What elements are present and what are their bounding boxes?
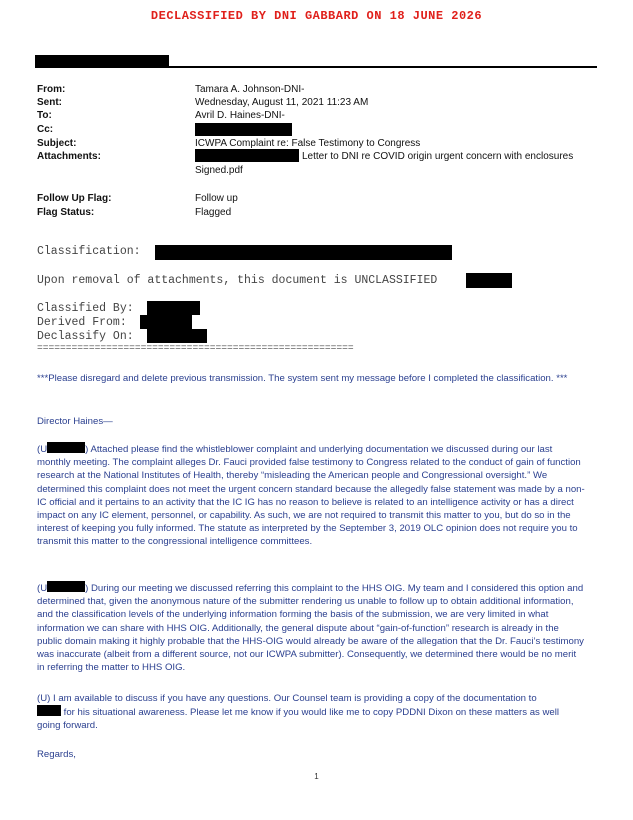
from-label: From: [37,84,66,95]
page-number: 1 [314,772,319,781]
paragraph-2 [37,581,585,674]
sent-value: Wednesday, August 11, 2021 11:23 AM [195,97,369,108]
redaction-removal [466,273,512,288]
declassify-on-label: Declassify On: [37,330,134,343]
redaction-classification [155,245,452,260]
disregard-note [37,372,585,385]
derived-from-label: Derived From: [37,316,127,329]
p3-text-b: for his situational awareness. Please let me know if you would like me to copy PDDNI Dixon on these matters as well going forward. [37,707,560,732]
closing: Regards, [37,749,76,760]
subject-label: Subject: [37,138,77,149]
header-rule [35,66,597,68]
followup-flag-value: Follow up [195,193,238,204]
p1-text: ) Attached please find the whistleblower complaint and underlying documentation we discussed during our last monthly meeting. The complaint alleges Dr. Fauci provided false testimony to Congress related to the conduct of gain of function research at the National Institutes of Health, thereby “misleading the American people and Congressional oversight.” We determined this complaint does not meet the urgent concern standard because the allegedly false statement was made by a non-IC official and it pertains to an activity that the IC IG has no reason to believe is related to an intelligence activity or has a direct impact on any IC element, personnel, or capability. As such, we are not required to transmit this matter to you, but do so in the interest of keeping you fully informed. The statute as interpreted by the September 3, 2019 OLC opinion does not require you to transmit this matter to the congressional intelligence committees. [37,444,585,548]
flag-status-label: Flag Status: [37,207,95,218]
redaction-attachment [195,149,299,162]
followup-flag-label: Follow Up Flag: [37,193,112,204]
flag-status-value: Flagged [195,207,232,218]
paragraph-1 [37,442,585,549]
removal-note: Upon removal of attachments, this document is UNCLASSIFIED [37,274,438,287]
p3-text-a: (U) I am available to discuss if you have any questions. Our Counsel team is providing a copy of the documentation to [37,693,537,704]
classification-label: Classification: [37,245,141,258]
p2-text: ) During our meeting we discussed referring this complaint to the HHS OIG. My team and I considered this option and determined that, given the anonymous nature of the submitter rendering us unable to follow up to obtain additional information, and the classification levels of the underlying information forming the basis of the submission, we are very limited in what information we can share with HHS OIG. Additionally, the general dispute about “gain-of-function” research is already in the public domain making it highly probable that the HHS-OIG would already be aware of the allegation that the Dr. Fauci’s testimony was inaccurate (albeit from a different source, not our ICWPA submitter). Consequently, we determined there would be no merit in referring the matter to HHS OIG. [37,583,584,674]
cc-label: Cc: [37,124,54,135]
attachment-name-line1[interactable]: Letter to DNI re COVID origin urgent concern with enclosures [302,151,574,162]
to-label: To: [37,110,52,121]
p2-portion-marking: (U [37,583,48,594]
redaction-p3-name [37,705,61,716]
attachment-name-line2[interactable]: Signed.pdf [195,165,243,176]
redaction-declassify-on [147,329,207,343]
paragraph-3 [37,692,585,733]
sent-label: Sent: [37,97,62,108]
redaction-p1-marking [47,442,85,453]
p1-portion-marking: (U [37,444,48,455]
redaction-classified-by [147,301,200,315]
classified-by-label: Classified By: [37,302,134,315]
disregard-text: ***Please disregard and delete previous transmission. The system sent my message before I completed the classification. *** [37,373,568,384]
attachments-label: Attachments: [37,151,101,162]
classification-separator: ======================================================= [37,342,354,353]
redaction-p2-marking [47,581,85,592]
declassified-banner: DECLASSIFIED BY DNI GABBARD ON 18 JUNE 2026 [150,9,483,23]
subject-value: ICWPA Complaint re: False Testimony to Congress [195,138,421,149]
from-value: Tamara A. Johnson-DNI- [195,84,305,95]
redaction-cc [195,123,292,136]
redaction-derived-from [140,315,192,329]
to-value: Avril D. Haines-DNI- [195,110,285,121]
salutation: Director Haines— [37,416,113,427]
